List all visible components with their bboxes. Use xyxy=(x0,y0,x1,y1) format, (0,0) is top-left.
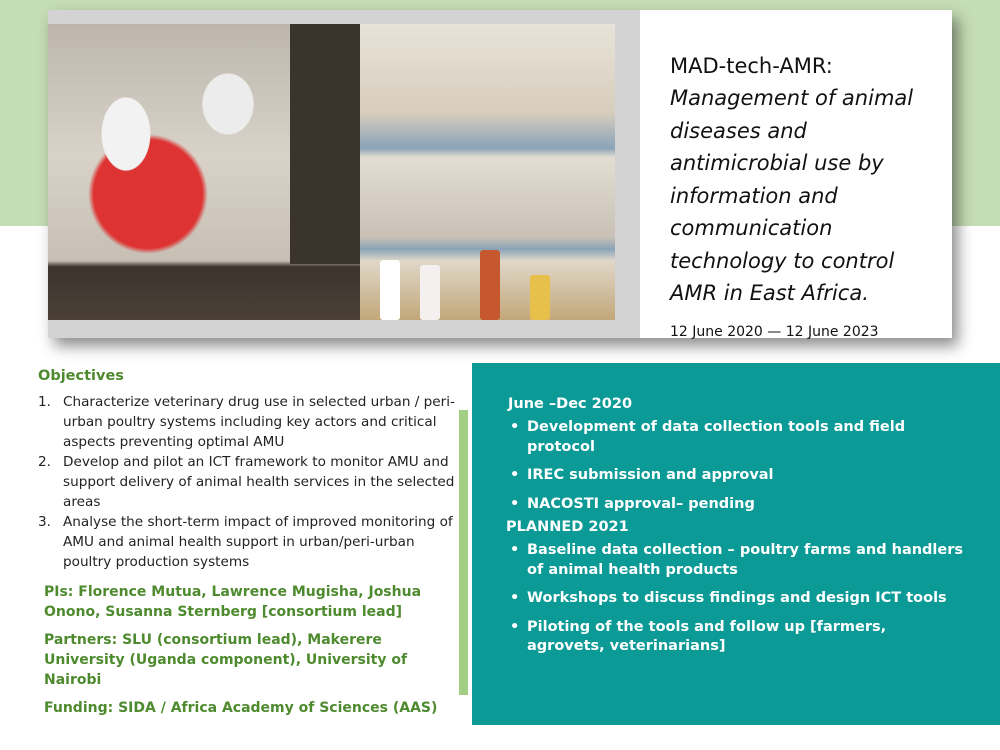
photo-frame xyxy=(48,10,640,338)
planned-item xyxy=(508,618,968,657)
progress-text: Development of data collection tools and field protocol xyxy=(527,419,906,455)
progress-heading-2020: June –Dec 2020 xyxy=(508,396,633,412)
poultry-photo xyxy=(48,24,360,320)
title-block xyxy=(670,50,940,340)
objective-item xyxy=(38,512,458,572)
project-subtitle: Management of animal diseases and antimicrobial use by information and communication technology to control AMR in East Africa. xyxy=(670,86,914,305)
progress-item xyxy=(508,418,968,457)
progress-panel xyxy=(472,363,1000,725)
progress-item xyxy=(508,495,968,515)
progress-item xyxy=(508,466,968,486)
planned-item xyxy=(508,589,968,609)
project-title: MAD-tech-AMR: xyxy=(670,54,833,78)
header-card xyxy=(48,10,952,338)
project-dates: 12 June 2020 — 12 June 2023 xyxy=(670,323,879,340)
planned-text: Piloting of the tools and follow up [farmers, agrovets, veterinarians] xyxy=(527,618,887,654)
bullet-icon: • xyxy=(510,419,520,435)
bullet-icon: • xyxy=(510,542,520,558)
objectives-heading: Objectives xyxy=(38,368,124,384)
objective-text: Develop and pilot an ICT framework to monitor AMU and support delivery of animal health services in the selected areas xyxy=(63,454,455,510)
planned-item xyxy=(508,541,968,580)
objective-text: Analyse the short-term impact of improved monitoring of AMU and animal health support in urban/peri-urban poultry production systems xyxy=(63,514,453,570)
planned-heading: PLANNED 2021 xyxy=(506,519,629,535)
objective-number: 3. xyxy=(38,514,51,530)
bullet-icon: • xyxy=(510,590,520,606)
progress-text: NACOSTI approval– pending xyxy=(527,495,755,512)
progress-text: IREC submission and approval xyxy=(527,467,774,483)
bullet-icon: • xyxy=(510,618,520,635)
bullet-icon: • xyxy=(510,495,520,512)
vet-drug-shelf-photo xyxy=(360,24,615,320)
pis: PIs: Florence Mutua, Lawrence Mugisha, Joshua Onono, Susanna Sternberg [consortium lead] xyxy=(44,584,422,620)
partners: Partners: SLU (consortium lead), Makerere University (Uganda component), University of Nairobi xyxy=(44,632,408,688)
objective-item xyxy=(38,452,458,512)
objective-item xyxy=(38,392,458,452)
objectives-section xyxy=(38,368,458,718)
objective-number: 2. xyxy=(38,454,51,470)
bullet-icon: • xyxy=(510,467,520,483)
planned-text: Workshops to discuss findings and design ICT tools xyxy=(527,590,947,606)
objective-text: Characterize veterinary drug use in selected urban / peri-urban poultry systems including key actors and critical aspects preventing optimal AMU xyxy=(63,394,455,450)
funding: Funding: SIDA / Africa Academy of Sciences (AAS) xyxy=(44,700,438,716)
planned-text: Baseline data collection – poultry farms and handlers of animal health products xyxy=(527,542,964,578)
divider-bar xyxy=(459,410,468,695)
objective-number: 1. xyxy=(38,394,51,410)
